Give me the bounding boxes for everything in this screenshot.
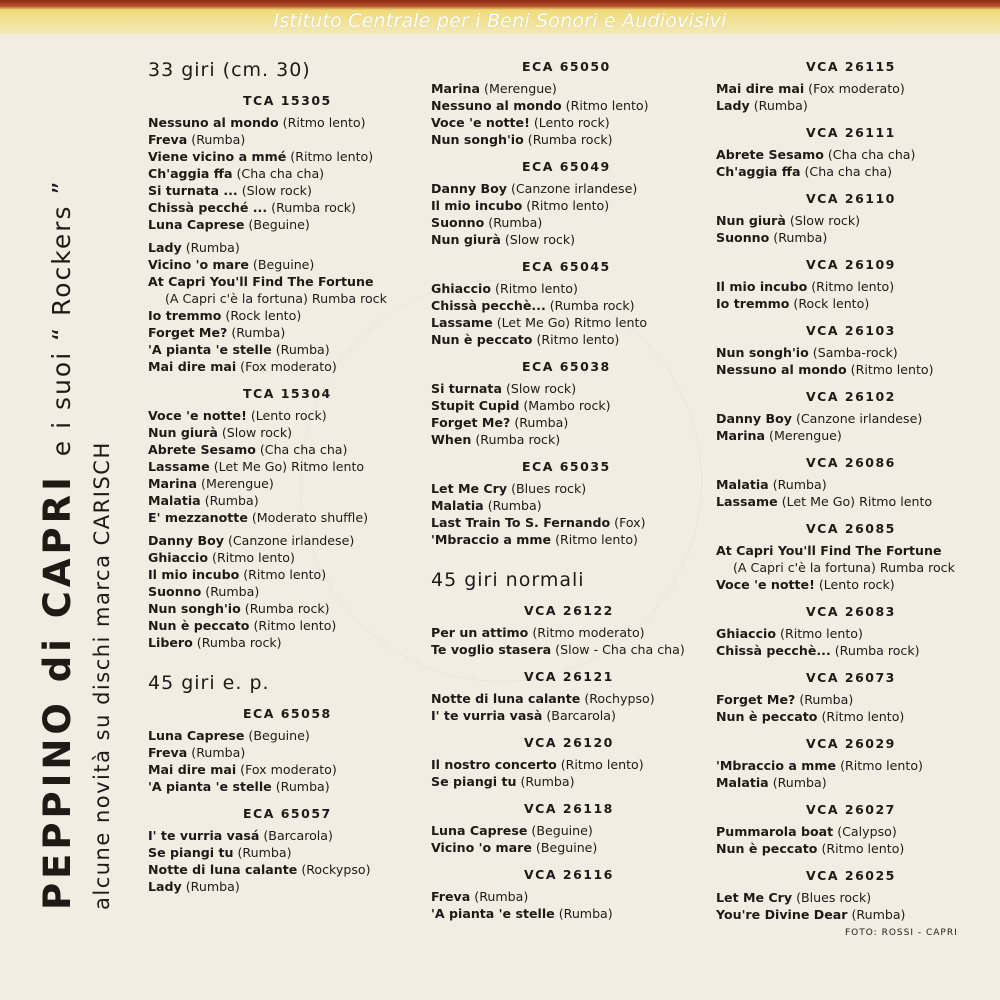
catalog-code: VCA 26027 (806, 802, 896, 817)
track-item: Nun è peccato (Ritmo lento) (716, 841, 905, 856)
track-item: Viene vicino a mmé (Ritmo lento) (148, 149, 374, 164)
catalog-code: VCA 26109 (806, 257, 896, 272)
band-name: e i suoi “ Rockers ” (47, 179, 76, 457)
section-heading-45ep: 45 giri e. p. (148, 672, 270, 694)
track-item: Danny Boy (Canzone irlandese) (148, 533, 355, 548)
track-list (431, 756, 701, 790)
track-item: Io tremmo (Rock lento) (148, 308, 302, 323)
track-item: Ch'aggia ffa (Cha cha cha) (148, 166, 325, 181)
track-item: Ch'aggia ffa (Cha cha cha) (716, 164, 893, 179)
track-item: Te voglio stasera (Slow - Cha cha cha) (431, 642, 685, 657)
track-list (431, 690, 701, 724)
track-item: Nun songh'io (Samba-rock) (716, 345, 898, 360)
track-item: Danny Boy (Canzone irlandese) (716, 411, 923, 426)
track-item: Ghiaccio (Ritmo lento) (716, 626, 863, 641)
track-item: Freva (Rumba) (148, 745, 246, 760)
catalog-code: VCA 26121 (524, 669, 614, 684)
track-item: Nessuno al mondo (Ritmo lento) (148, 115, 366, 130)
track-list (431, 180, 701, 248)
catalog-code: TCA 15305 (243, 93, 332, 108)
catalog-code: VCA 26110 (806, 191, 896, 206)
track-item: Nun è peccato (Ritmo lento) (716, 709, 905, 724)
track-item: Chissà pecché ... (Rumba rock) (148, 200, 356, 215)
track-item: Mai dire mai (Fox moderato) (148, 762, 337, 777)
track-item: Il mio incubo (Ritmo lento) (148, 567, 327, 582)
track-item: 'Mbraccio a mme (Ritmo lento) (716, 758, 923, 773)
vertical-title-block (35, 180, 117, 910)
track-item: Malatia (Rumba) (716, 477, 827, 492)
catalog-code: ECA 65058 (243, 706, 332, 721)
track-item: Nun songh'io (Rumba rock) (431, 132, 613, 147)
track-item: Si turnata (Slow rock) (431, 381, 577, 396)
track-list (716, 625, 986, 659)
track-item: At Capri You'll Find The Fortune (716, 543, 942, 558)
track-item: Chissà pecchè... (Rumba rock) (716, 643, 920, 658)
catalog-code: VCA 26111 (806, 125, 896, 140)
track-item: Marina (Merengue) (716, 428, 842, 443)
catalog-code: ECA 65045 (522, 259, 611, 274)
track-list (716, 212, 986, 246)
catalog-code: VCA 26122 (524, 603, 614, 618)
track-list (431, 480, 701, 548)
catalog-code: VCA 26115 (806, 59, 896, 74)
catalog-code: VCA 26083 (806, 604, 896, 619)
catalog-code: ECA 65038 (522, 359, 611, 374)
catalog-code: VCA 26116 (524, 867, 614, 882)
track-item: 'A pianta 'e stelle (Rumba) (431, 906, 613, 921)
photo-credit: FOTO: ROSSI - CAPRI (845, 928, 958, 938)
track-item: Il mio incubo (Ritmo lento) (716, 279, 895, 294)
track-item: Mai dire mai (Fox moderato) (716, 81, 905, 96)
track-item: Marina (Merengue) (431, 81, 557, 96)
track-item: Lassame (Let Me Go) Ritmo lento (716, 494, 933, 509)
track-item: Forget Me? (Rumba) (148, 325, 286, 340)
track-item: Vicino 'o mare (Beguine) (148, 257, 315, 272)
catalog-code: ECA 65050 (522, 59, 611, 74)
track-item: Suonno (Rumba) (716, 230, 828, 245)
track-item: Nun giurà (Slow rock) (716, 213, 861, 228)
track-item: Lady (Rumba) (148, 879, 240, 894)
catalog-code: VCA 26073 (806, 670, 896, 685)
track-item: Voce 'e notte! (Lento rock) (431, 115, 610, 130)
track-item: Abrete Sesamo (Cha cha cha) (148, 442, 348, 457)
catalog-column-3 (716, 58, 986, 923)
track-list (431, 624, 701, 658)
track-item: Malatia (Rumba) (716, 775, 827, 790)
track-item: Stupit Cupid (Mambo rock) (431, 398, 611, 413)
artist-line (35, 180, 81, 910)
track-item: Per un attimo (Ritmo moderato) (431, 625, 645, 640)
catalog-code: VCA 26103 (806, 323, 896, 338)
catalog-code: VCA 26025 (806, 868, 896, 883)
track-list (716, 410, 986, 444)
track-item: Luna Caprese (Beguine) (148, 728, 310, 743)
track-item: Nun songh'io (Rumba rock) (148, 601, 330, 616)
track-item: Nun giurà (Slow rock) (148, 425, 293, 440)
catalog-column-2 (431, 58, 701, 922)
track-item: Forget Me? (Rumba) (431, 415, 569, 430)
track-list (431, 80, 701, 148)
track-item: Nessuno al mondo (Ritmo lento) (431, 98, 649, 113)
section-heading-33rpm: 33 giri (cm. 30) (148, 59, 311, 81)
track-list (148, 407, 418, 651)
track-item: Notte di luna calante (Rockypso) (148, 862, 371, 877)
track-item: Se piangi tu (Rumba) (431, 774, 575, 789)
track-item: Chissà pecchè... (Rumba rock) (431, 298, 635, 313)
track-item: Luna Caprese (Beguine) (148, 217, 310, 232)
track-item: Abrete Sesamo (Cha cha cha) (716, 147, 916, 162)
track-item: Voce 'e notte! (Lento rock) (716, 577, 895, 592)
track-list (716, 757, 986, 791)
track-item: 'Mbraccio a mme (Ritmo lento) (431, 532, 638, 547)
catalog-code: ECA 65049 (522, 159, 611, 174)
track-item: Lady (Rumba) (148, 240, 240, 255)
track-item: Malatia (Rumba) (148, 493, 259, 508)
track-item: Il nostro concerto (Ritmo lento) (431, 757, 644, 772)
track-item: Nessuno al mondo (Ritmo lento) (716, 362, 934, 377)
track-item: Freva (Rumba) (431, 889, 529, 904)
archive-watermark: Istituto Centrale per i Beni Sonori e Audiovisivi (273, 10, 727, 32)
track-subtitle: (A Capri c'è la fortuna) Rumba rock (165, 291, 387, 306)
catalog-code: ECA 65057 (243, 806, 332, 821)
track-item: Ghiaccio (Ritmo lento) (148, 550, 295, 565)
track-item: Lassame (Let Me Go) Ritmo lento (148, 459, 365, 474)
track-item: Libero (Rumba rock) (148, 635, 282, 650)
track-list (716, 476, 986, 510)
track-item: Io tremmo (Rock lento) (716, 296, 870, 311)
track-item: I' te vurria vasà (Barcarola) (431, 708, 616, 723)
track-item: Malatia (Rumba) (431, 498, 542, 513)
track-list (148, 114, 418, 375)
track-item: Suonno (Rumba) (148, 584, 260, 599)
track-item: 'A pianta 'e stelle (Rumba) (148, 779, 330, 794)
catalog-code: VCA 26118 (524, 801, 614, 816)
track-item: I' te vurria vasá (Barcarola) (148, 828, 333, 843)
track-list (716, 889, 986, 923)
track-item: Luna Caprese (Beguine) (431, 823, 593, 838)
track-item: Nun è peccato (Ritmo lento) (148, 618, 337, 633)
track-list (716, 80, 986, 114)
track-item: E' mezzanotte (Moderato shuffle) (148, 510, 369, 525)
catalog-code: VCA 26085 (806, 521, 896, 536)
track-list (716, 344, 986, 378)
track-item: Nun giurà (Slow rock) (431, 232, 576, 247)
track-item: Vicino 'o mare (Beguine) (431, 840, 598, 855)
track-item: Last Train To S. Fernando (Fox) (431, 515, 646, 530)
track-list (716, 542, 986, 593)
track-item: Se piangi tu (Rumba) (148, 845, 292, 860)
track-item: Forget Me? (Rumba) (716, 692, 854, 707)
catalog-code: VCA 26086 (806, 455, 896, 470)
artist-name: PEPPINO di CAPRI (36, 473, 79, 910)
track-item: Il mio incubo (Ritmo lento) (431, 198, 610, 213)
track-list (148, 827, 418, 895)
track-list (431, 280, 701, 348)
track-list (716, 823, 986, 857)
track-item: Notte di luna calante (Rochypso) (431, 691, 655, 706)
track-item: Lassame (Let Me Go) Ritmo lento (431, 315, 648, 330)
track-item: Marina (Merengue) (148, 476, 274, 491)
track-item: Pummarola boat (Calypso) (716, 824, 897, 839)
track-list (431, 822, 701, 856)
track-item: Lady (Rumba) (716, 98, 808, 113)
track-item: Freva (Rumba) (148, 132, 246, 147)
track-item: Let Me Cry (Blues rock) (716, 890, 872, 905)
track-list (148, 727, 418, 795)
catalog-code: VCA 26120 (524, 735, 614, 750)
track-item: Ghiaccio (Ritmo lento) (431, 281, 578, 296)
track-list (716, 146, 986, 180)
track-item: When (Rumba rock) (431, 432, 561, 447)
track-subtitle: (A Capri c'è la fortuna) Rumba rock (733, 560, 955, 575)
track-item: 'A pianta 'e stelle (Rumba) (148, 342, 330, 357)
track-item: Danny Boy (Canzone irlandese) (431, 181, 638, 196)
subtitle-line: alcune novità su dischi marca CARISCH (90, 441, 114, 910)
track-item: Nun è peccato (Ritmo lento) (431, 332, 620, 347)
track-list (716, 278, 986, 312)
track-item: Si turnata ... (Slow rock) (148, 183, 312, 198)
catalog-code: TCA 15304 (243, 386, 332, 401)
catalog-code: VCA 26029 (806, 736, 896, 751)
track-item: At Capri You'll Find The Fortune (148, 274, 374, 289)
catalog-column-1 (148, 58, 418, 895)
track-list (716, 691, 986, 725)
track-item: Mai dire mai (Fox moderato) (148, 359, 337, 374)
track-list (431, 380, 701, 448)
track-item: Let Me Cry (Blues rock) (431, 481, 587, 496)
track-item: Suonno (Rumba) (431, 215, 543, 230)
track-item: Voce 'e notte! (Lento rock) (148, 408, 327, 423)
track-item: You're Divine Dear (Rumba) (716, 907, 906, 922)
track-list (431, 888, 701, 922)
section-heading-45-singles: 45 giri normali (431, 569, 585, 591)
catalog-code: VCA 26102 (806, 389, 896, 404)
catalog-code: ECA 65035 (522, 459, 611, 474)
